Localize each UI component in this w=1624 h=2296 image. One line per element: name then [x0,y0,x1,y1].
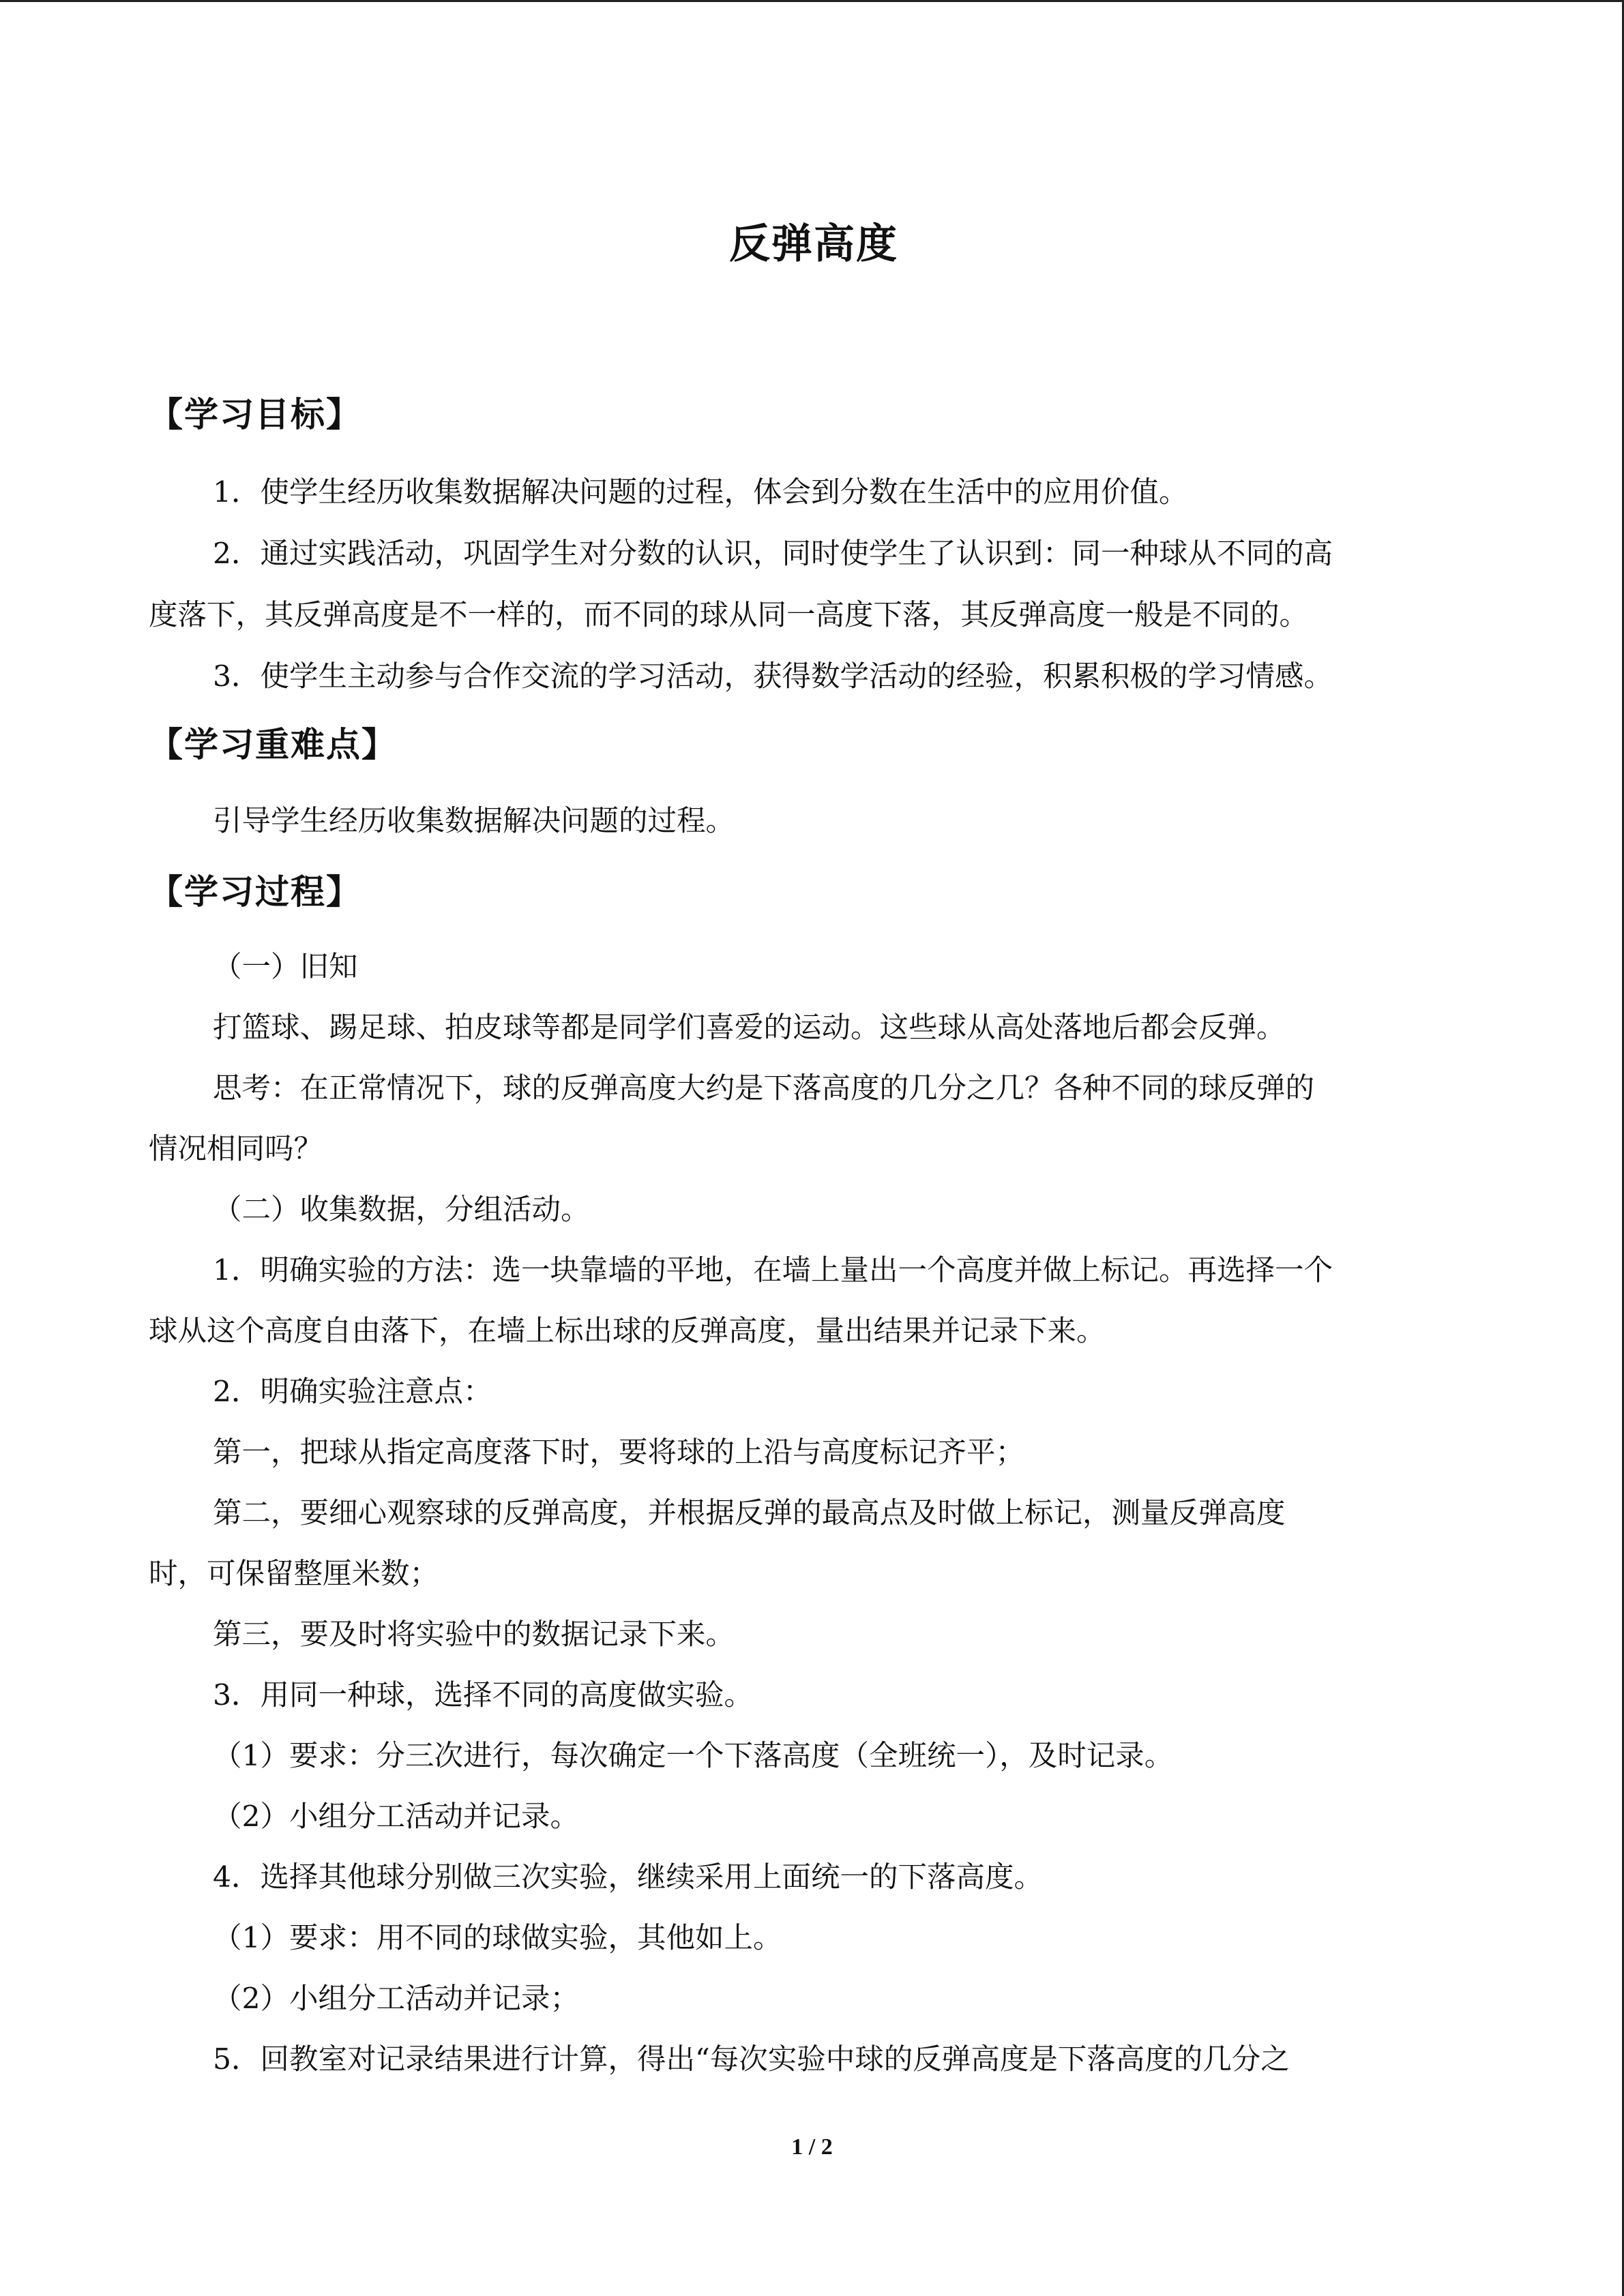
process-line: （1）要求：分三次进行，每次确定一个下落高度（全班统一），及时记录。 [213,1740,1174,1773]
process-line: （2）小组分工活动并记录； [213,1982,580,2016]
process-line: 4．选择其他球分别做三次实验，继续采用上面统一的下落高度。 [213,1861,1044,1894]
process-line: （二）收集数据，分组活动。 [213,1193,590,1227]
process-line: 时，可保留整厘米数； [149,1557,439,1591]
goal-item-1: 1．使学生经历收集数据解决问题的过程，体会到分数在生活中的应用价值。 [213,476,1188,509]
process-line: 情况相同吗？ [149,1133,323,1166]
goal-item-2: 2．通过实践活动，巩固学生对分数的认识，同时使学生了认识到：同一种球从不同的高 [213,537,1333,571]
process-line: 2．明确实验注意点： [213,1375,492,1409]
process-line: 第二，要细心观察球的反弹高度，并根据反弹的最高点及时做上标记，测量反弹高度 [213,1497,1286,1530]
process-line: 思考：在正常情况下，球的反弹高度大约是下落高度的几分之几？各种不同的球反弹的 [213,1072,1315,1105]
process-line: （1）要求：用不同的球做实验，其他如上。 [213,1922,782,1955]
section-heading-goals: 【学习目标】 [149,395,361,434]
process-line: 打篮球、踢足球、拍皮球等都是同学们喜爱的运动。这些球从高处落地后都会反弹。 [213,1011,1286,1045]
process-line: 第一，把球从指定高度落下时，要将球的上沿与高度标记齐平； [213,1436,1025,1470]
section-heading-key-points: 【学习重难点】 [149,725,397,764]
key-points-text: 引导学生经历收集数据解决问题的过程。 [213,805,735,838]
process-line: 球从这个高度自由落下，在墙上标出球的反弹高度，量出结果并记录下来。 [149,1315,1106,1348]
process-line: 3．用同一种球，选择不同的高度做实验。 [213,1679,754,1712]
document-title: 反弹高度 [729,220,898,268]
process-line: 1．明确实验的方法：选一块靠墙的平地，在墙上量出一个高度并做上标记。再选择一个 [213,1254,1333,1287]
process-line: 第三，要及时将实验中的数据记录下来。 [213,1618,735,1652]
process-line: （一）旧知 [213,951,358,984]
page-indicator: 1 / 2 [791,2134,833,2160]
goal-item-3: 3．使学生主动参与合作交流的学习活动，获得数学活动的经验，积累积极的学习情感。 [213,660,1333,694]
process-line: （2）小组分工活动并记录。 [213,1800,580,1834]
process-line: 5．回教室对记录结果进行计算，得出“每次实验中球的反弹高度是下落高度的几分之 [213,2043,1290,2076]
section-heading-process: 【学习过程】 [149,872,361,912]
goal-item-2-cont: 度落下，其反弹高度是不一样的，而不同的球从同一高度下落，其反弹高度一般是不同的。 [149,599,1309,632]
